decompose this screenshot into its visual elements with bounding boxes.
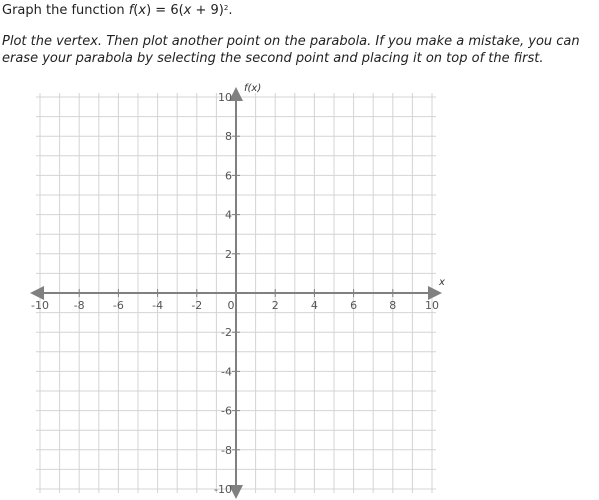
x-tick-label: 8 — [389, 299, 397, 312]
x-tick-label: 0 — [227, 299, 235, 312]
y-tick-label: 4 — [225, 208, 232, 222]
x-axis-left-arrow-icon — [30, 286, 44, 300]
paren-close: ) — [146, 3, 152, 18]
variable-x: x — [138, 3, 147, 18]
y-tick-label: 6 — [225, 169, 232, 183]
y-tick-label: -6 — [221, 404, 232, 418]
x-tick-label: -2 — [191, 299, 203, 312]
y-tick-label: -2 — [221, 326, 232, 340]
y-tick-label: -8 — [221, 443, 232, 457]
coordinate-plane[interactable] — [0, 80, 470, 500]
variable-x-2: x — [183, 3, 192, 18]
x-tick-label: 4 — [310, 299, 318, 312]
instructions-line-2: erase your parabola by selecting the second point and placing it on top of the first. — [2, 51, 544, 66]
prompt-prefix: Graph the function — [2, 3, 129, 18]
x-tick-label: -10 — [31, 299, 49, 312]
period: . — [228, 3, 233, 18]
function-name: f — [128, 3, 134, 18]
y-tick-label: 2 — [225, 247, 232, 261]
x-axis-right-arrow-icon — [428, 286, 442, 300]
y-tick-label: -4 — [221, 365, 232, 379]
y-axis-label: f(x) — [244, 83, 262, 94]
x-tick-label: -4 — [152, 299, 164, 312]
x-tick-label: -8 — [73, 299, 85, 312]
exponent: 2 — [223, 4, 229, 12]
x-tick-label: -6 — [112, 299, 124, 312]
y-tick-label: 10 — [218, 91, 232, 104]
equals-part: = 6( — [151, 3, 184, 18]
question-prompt — [2, 2, 232, 19]
x-tick-label: 2 — [271, 299, 279, 312]
paren-open: ( — [133, 3, 139, 18]
instructions-line-1: Plot the vertex. Then plot another point on the parabola. If you make a mistake, you can — [2, 34, 580, 49]
x-tick-label: 6 — [350, 299, 358, 312]
instructions — [2, 33, 599, 67]
y-tick-label: 8 — [225, 130, 232, 144]
y-tick-label: -10 — [214, 483, 232, 496]
x-tick-label: 10 — [425, 299, 439, 312]
graphing-canvas[interactable] — [0, 80, 470, 500]
x-axis-label: x — [439, 277, 445, 288]
expression-rest: + 9) — [191, 3, 224, 18]
